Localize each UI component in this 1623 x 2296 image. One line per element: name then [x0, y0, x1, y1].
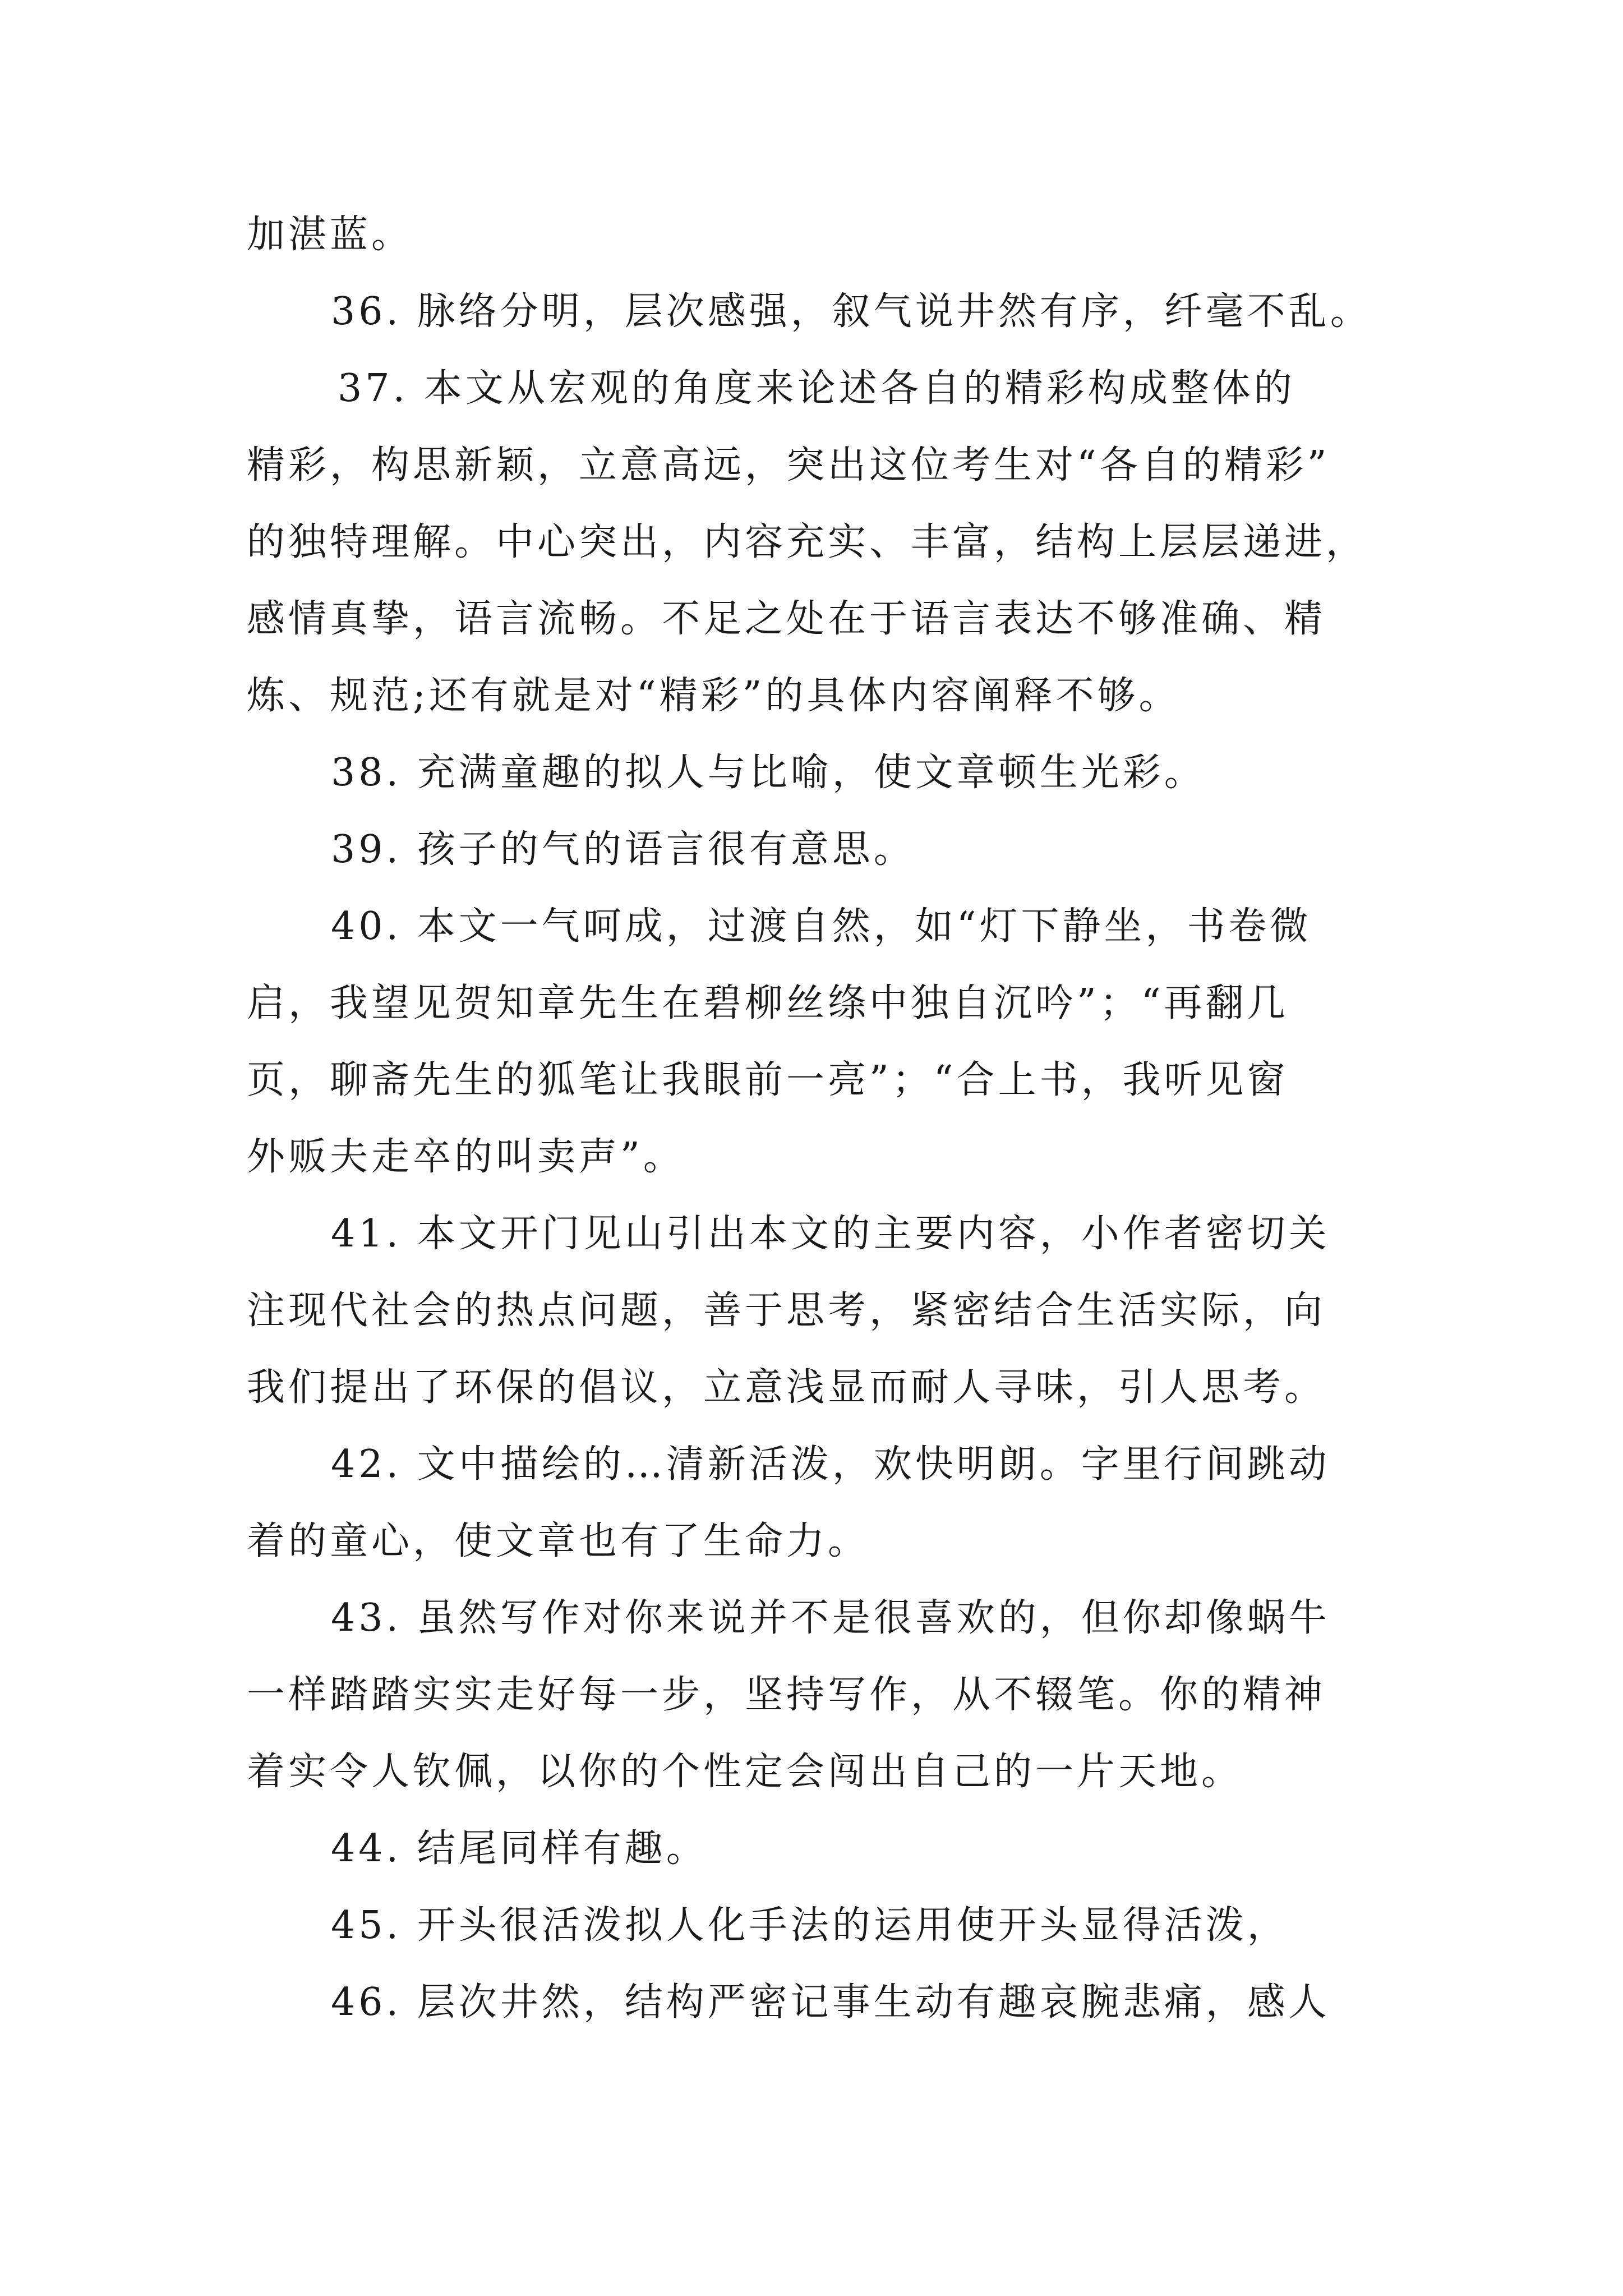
- text-line: 43. 虽然写作对你来说并不是很喜欢的，但你却像蜗牛: [331, 1596, 1330, 1640]
- text-line: 38. 充满童趣的拟人与比喻，使文章顿生光彩。: [331, 751, 1206, 795]
- text-line: 37. 本文从宏观的角度来论述各自的精彩构成整体的: [338, 366, 1295, 411]
- text-line: 启，我望见贺知章先生在碧柳丝绦中独自沉吟”；“再翻几: [247, 981, 1289, 1025]
- document-body: [247, 196, 1391, 2041]
- text-line: 加湛蓝。: [247, 213, 413, 257]
- text-line: 感情真挚，语言流畅。不足之处在于语言表达不够准确、精: [247, 597, 1326, 641]
- paragraph-43: [247, 1580, 1391, 1810]
- text-line: 36. 脉络分明，层次感强，叙气说井然有序，纤毫不乱。: [331, 289, 1372, 334]
- paragraph-37: [247, 350, 1391, 734]
- text-line: 着的童心，使文章也有了生命力。: [247, 1519, 870, 1563]
- text-line: 炼、规范;还有就是对“精彩”的具体内容阐释不够。: [247, 674, 1181, 718]
- text-line: 45. 开头很活泼拟人化手法的运用使开头显得活泼，: [331, 1903, 1289, 1948]
- paragraph-41: [247, 1195, 1391, 1426]
- paragraph-46: [247, 1964, 1391, 2041]
- text-line: 着实令人钦佩，以你的个性定会闯出自己的一片天地。: [247, 1750, 1243, 1794]
- text-line: 页，聊斋先生的狐笔让我眼前一亮”；“合上书，我听见窗: [247, 1058, 1289, 1102]
- paragraph-45: [247, 1887, 1391, 1964]
- text-line: 46. 层次井然，结构严密记事生动有趣哀腕悲痛，感人: [331, 1980, 1330, 2024]
- text-line: 注现代社会的热点问题，善于思考，紧密结合生活实际，向: [247, 1289, 1326, 1333]
- paragraph-42: [247, 1426, 1391, 1580]
- text-line: 41. 本文开门见山引出本文的主要内容，小作者密切关: [331, 1212, 1330, 1256]
- text-line: 39. 孩子的气的语言很有意思。: [331, 827, 915, 872]
- paragraph-36: [247, 273, 1391, 350]
- text-line: 的独特理解。中心突出，内容充实、丰富，结构上层层递进，: [247, 520, 1368, 564]
- text-line: 我们提出了环保的倡议，立意浅显而耐人寻味，引人思考。: [247, 1365, 1326, 1410]
- paragraph-40: [247, 888, 1391, 1195]
- text-line: 一样踏踏实实走好每一步，坚持写作，从不辍笔。你的精神: [247, 1673, 1326, 1717]
- paragraph-39: [247, 811, 1391, 888]
- text-line: 精彩，构思新颖，立意高远，突出这位考生对“各自的精彩”: [247, 443, 1330, 487]
- text-line: 40. 本文一气呵成，过渡自然，如“灯下静坐，书卷微: [331, 904, 1312, 949]
- paragraph-38: [247, 734, 1391, 811]
- paragraph-44: [247, 1810, 1391, 1887]
- text-line: 外贩夫走卒的叫卖声”。: [247, 1135, 685, 1179]
- paragraph-continuation: [247, 196, 1391, 273]
- text-line: 44. 结尾同样有趣。: [331, 1826, 708, 1871]
- text-line: 42. 文中描绘的…清新活泼，欢快明朗。字里行间跳动: [331, 1442, 1330, 1487]
